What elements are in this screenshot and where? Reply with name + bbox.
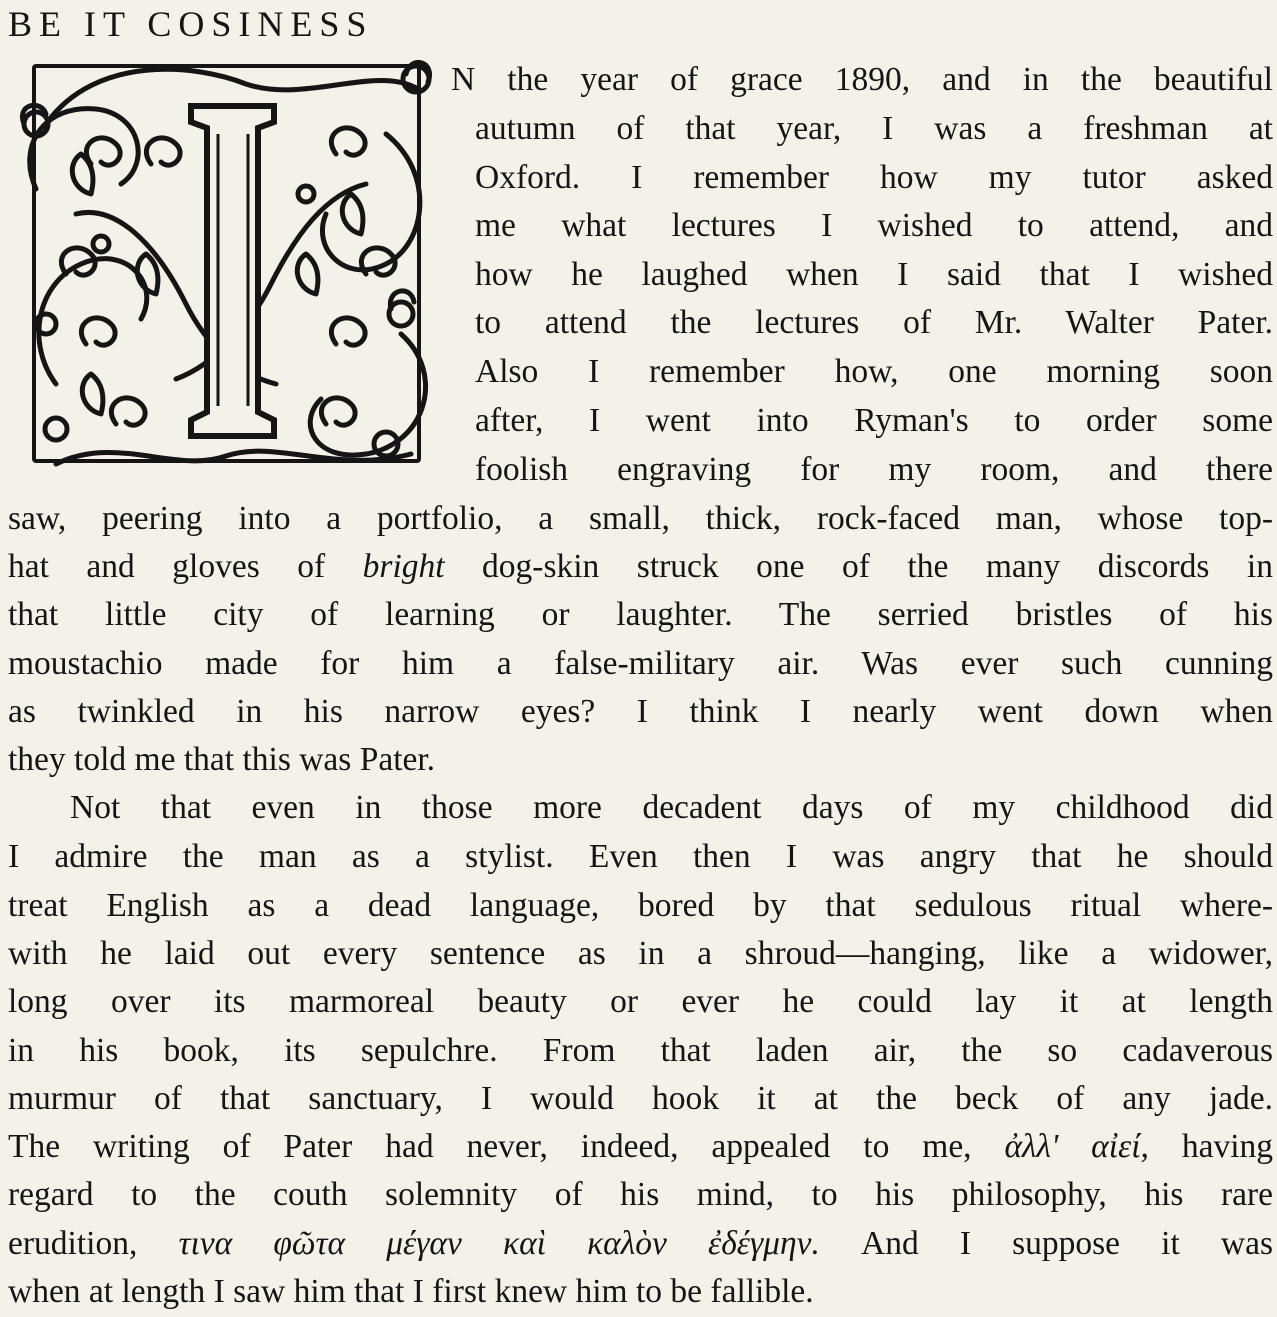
text-line-25-start: erudition, xyxy=(8,1225,179,1262)
text-line-26: when at length I saw him that I first knew him to be fallible. xyxy=(8,1273,814,1310)
italic-word: bright xyxy=(362,548,445,585)
greek-phrase-2: τινα φῶτα μέγαν καὶ καλὸν ἐδέγμην. xyxy=(178,1225,820,1262)
text-line-5: how he laughed when I said that I wished xyxy=(475,256,1273,293)
text-line-12: that little city of learning or laughter. The serried bristles of his xyxy=(8,596,1273,633)
text-line-9: foolish engraving for my room, and there xyxy=(475,451,1273,488)
text-line-22: murmur of that sanctuary, I would hook it at the beck of any jade. xyxy=(8,1080,1273,1117)
text-line-25-end: And I suppose it was xyxy=(819,1225,1273,1262)
text-line-21: in his book, its sepulchre. From that laden air, the so cadaverous xyxy=(8,1032,1273,1069)
text-line-11 xyxy=(8,543,1273,591)
text-line-11-start: hat and gloves of xyxy=(8,548,363,585)
text-line-23 xyxy=(8,1123,1273,1171)
ornamental-initial-icon xyxy=(6,44,446,484)
text-line-23-end: having xyxy=(1148,1128,1273,1165)
text-line-25 xyxy=(8,1220,1273,1268)
text-line-8: after, I went into Ryman's to order some xyxy=(475,402,1273,439)
text-line-11-end: dog-skin struck one of the many discords in xyxy=(444,548,1273,585)
running-head: BE IT COSINESS xyxy=(8,4,374,44)
text-line-16: Not that even in those more decadent days of my childhood did xyxy=(70,789,1273,826)
text-line-7: Also I remember how, one morning soon xyxy=(475,353,1273,390)
text-line-6: to attend the lectures of Mr. Walter Pater. xyxy=(475,304,1273,341)
text-line-2: autumn of that year, I was a freshman at xyxy=(475,110,1273,147)
text-line-20: long over its marmoreal beauty or ever he could lay it at length xyxy=(8,983,1273,1020)
text-line-18: treat English as a dead language, bored by that sedulous ritual where- xyxy=(8,887,1273,924)
text-line-13: moustachio made for him a false-military air. Was ever such cunning xyxy=(8,645,1273,682)
text-line-19: with he laid out every sentence as in a shroud—hanging, like a widower, xyxy=(8,935,1273,972)
text-line-15: they told me that this was Pater. xyxy=(8,741,436,778)
text-line-23-start: The writing of Pater had never, indeed, appealed to me, xyxy=(8,1128,1005,1165)
text-line-10: saw, peering into a portfolio, a small, thick, rock-faced man, whose top- xyxy=(8,500,1273,537)
text-line-14: as twinkled in his narrow eyes? I think I nearly went down when xyxy=(8,693,1273,730)
text-line-4: me what lectures I wished to attend, and xyxy=(475,207,1273,244)
text-line-3: Oxford. I remember how my tutor asked xyxy=(475,159,1273,196)
greek-phrase-1: ἀλλ' αἰεί, xyxy=(1004,1128,1149,1165)
text-line-17: I admire the man as a stylist. Even then I was angry that he should xyxy=(8,838,1273,875)
text-line-1: N the year of grace 1890, and in the beautiful xyxy=(451,61,1273,98)
text-line-24: regard to the couth solemnity of his mind, to his philosophy, his rare xyxy=(8,1176,1273,1213)
